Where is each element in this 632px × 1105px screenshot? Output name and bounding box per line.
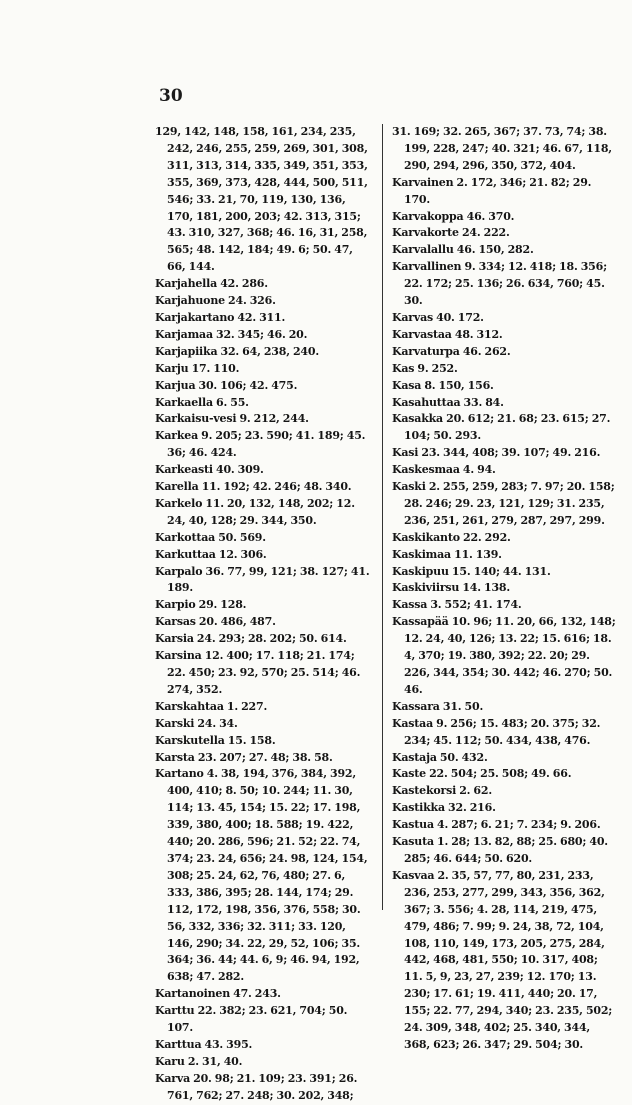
index-entry xyxy=(155,124,371,276)
index-entry xyxy=(392,310,618,327)
index-references: 24. 326. xyxy=(224,294,276,308)
index-headword: Kassara xyxy=(392,699,440,713)
index-references: 9. 212, 244. xyxy=(236,412,309,426)
index-headword: Kaste xyxy=(392,767,426,781)
index-headword: Kaskesmaa xyxy=(392,463,460,477)
index-references: 20. 98; 21. 109; 23. 391; 26. 761, 762; 27. 248; 30. 202, 348; xyxy=(167,1071,358,1102)
index-entry xyxy=(155,462,371,479)
index-references: 22. 292. xyxy=(459,530,511,544)
index-references: 24. 34. xyxy=(194,716,238,730)
index-entry xyxy=(392,750,618,767)
index-entry xyxy=(392,800,618,817)
index-entry xyxy=(155,564,371,598)
index-headword: Karjahuone xyxy=(155,294,225,308)
index-references: 1. 227. xyxy=(223,699,268,713)
index-entry xyxy=(155,276,371,293)
index-headword: Karjua xyxy=(155,378,196,392)
index-references: 8. 150, 156. xyxy=(421,378,494,392)
index-headword: Kaskikanto xyxy=(392,530,460,544)
index-references: 22. 382; 23. 621, 704; 50. 107. xyxy=(167,1004,348,1035)
index-headword: Karttua xyxy=(155,1037,202,1051)
index-entry xyxy=(392,564,618,581)
index-references: 12. 306. xyxy=(215,547,267,561)
index-references: 43. 395. xyxy=(201,1037,253,1051)
index-headword: Karski xyxy=(155,716,195,730)
index-references: 12. 400; 17. 118; 21. 174; 22. 450; 23. 92, 570; 25. 514; 46. 274, 352. xyxy=(167,649,361,696)
index-entry xyxy=(392,209,618,226)
index-headword: Karvakoppa xyxy=(392,209,464,223)
index-entry xyxy=(155,327,371,344)
index-headword: Karjapiika xyxy=(155,344,218,358)
index-references: 23. 207; 27. 48; 38. 58. xyxy=(194,750,333,764)
index-entry xyxy=(155,496,371,530)
index-references: 10. 96; 11. 20, 66, 132, 148; 12. 24, 40, 126; 13. 22; 15. 616; 18. 4, 370; 19. 380, 392; 22. 20; 29. 226, 344, 354; 30. 442; 46. 270; 50. 46. xyxy=(404,615,616,696)
index-references: 129, 142, 148, 158, 161, 234, 235, 242, 246, 255, 259, 269, 301, 308, 311, 313, 314, 335, 349, 351, 353, 355, 369, 373, 428, 444, 500, 511, 546; 33. 21, 70, 119, 130, 136, 170, 181, 200, 203; 42. 313, 315; 43. 310, 327, 368; 46. 16, 31, 258, 565; 48. 142, 184; 49. 6; 50. 47, 66, 144. xyxy=(155,125,368,274)
index-entry xyxy=(155,395,371,412)
index-headword: Karkea xyxy=(155,429,199,443)
index-headword: Karsia xyxy=(155,632,194,646)
index-headword: Karkeasti xyxy=(155,463,213,477)
index-references: 2. 31, 40. xyxy=(184,1054,243,1068)
index-entry xyxy=(155,716,371,733)
index-headword: Karsina xyxy=(155,649,202,663)
index-entry xyxy=(155,361,371,378)
index-entry xyxy=(392,580,618,597)
index-references: 9. 334; 12. 418; 18. 356; 22. 172; 25. 136; 26. 634, 760; 45. 30. xyxy=(404,260,607,308)
index-references: 36. 77, 99, 121; 38. 127; 41. 189. xyxy=(167,564,370,595)
index-entry xyxy=(392,225,618,242)
index-entry xyxy=(392,479,618,530)
index-entry xyxy=(392,530,618,547)
index-entry xyxy=(155,293,371,310)
index-entry xyxy=(392,834,618,868)
index-headword: Karjahella xyxy=(155,277,218,291)
index-entry xyxy=(155,530,371,547)
index-headword: Karskahtaa xyxy=(155,699,224,713)
index-entry xyxy=(155,733,371,750)
index-headword: Karsas xyxy=(155,615,196,629)
index-headword: Karkottaa xyxy=(155,530,216,544)
index-references: 11. 20, 132, 148, 202; 12. 24, 40, 128; 29. 344, 350. xyxy=(167,496,355,527)
index-headword: Karskutella xyxy=(155,733,225,747)
index-entry xyxy=(392,411,618,445)
index-entry xyxy=(155,378,371,395)
index-references: 32. 345; 46. 20. xyxy=(212,327,308,341)
index-headword: Kassapää xyxy=(392,615,449,629)
index-entry xyxy=(392,462,618,479)
index-references: 47. 243. xyxy=(230,987,281,1001)
index-references: 14. 138. xyxy=(459,581,511,595)
index-references: 17. 110. xyxy=(188,361,240,375)
index-references: 9. 252. xyxy=(414,361,458,375)
index-headword: Kastua xyxy=(392,818,434,832)
index-entry xyxy=(155,344,371,361)
index-entry xyxy=(155,986,371,1003)
index-headword: Karvalallu xyxy=(392,243,454,257)
index-references: 4. 38, 194, 376, 384, 392, 400, 410; 8. 50; 10. 244; 11. 30, 114; 13. 45, 154; 15. 22; 17. 198, 339, 380, 400; 18. 588; 19. 422, 440; 20. 286, 596; 21. 52; 22. 74, 374; 23. 24, 656; 24. 98, 124, 154, 308; 25. 24, 62, 76, 480; 27. 6, 333, 386, 395; 28. 144, 174; 29. 112, 172, 198, 356, 376, 558; 30. 56, 332, 336; 32. 311; 33. 120, 146, 290; 34. 22, 29, 52, 106; 35. 364; 36. 44; 44. 6, 9; 46. 94, 192, 638; 47. 282. xyxy=(167,767,368,984)
index-headword: Kaskiviirsu xyxy=(392,581,460,595)
index-headword: Kasi xyxy=(392,446,419,460)
index-headword: Kastekorsi xyxy=(392,784,457,798)
index-entry xyxy=(392,378,618,395)
index-references: 2. 35, 57, 77, 80, 231, 233, 236, 253, 277, 299, 343, 356, 362, 367; 3. 556; 4. 28, 114, 219, 475, 479, 486; 7. 99; 9. 24, 38, 72, 104, 108, 110, 149, 173, 205, 275, 284, 442, 468, 481, 550; 10. 317, 408; 11. 5, 9, 23, 27, 239; 12. 170; 13. 230; 17. 61; 19. 411, 440; 20. 17, 155; 22. 77, 294, 340; 23. 235, 502; 24. 309, 348, 402; 25. 340, 344, 368, 623; 26. 347; 29. 504; 30. xyxy=(404,868,613,1051)
index-headword: Karju xyxy=(155,361,189,375)
index-references: 4. 287; 6. 21; 7. 234; 9. 206. xyxy=(433,818,601,832)
index-references: 11. 139. xyxy=(450,547,502,561)
index-references: 31. 169; 32. 265, 367; 37. 73, 74; 38. 199, 228, 247; 40. 321; 46. 67, 118, 290, 294, 296, 350, 372, 404. xyxy=(392,125,612,172)
index-entry xyxy=(392,783,618,800)
index-entry xyxy=(155,310,371,327)
index-references: 22. 504; 25. 508; 49. 66. xyxy=(425,767,572,781)
index-entry xyxy=(392,699,618,716)
index-entry xyxy=(155,428,371,462)
index-entry xyxy=(155,1054,371,1071)
index-references: 46. 262. xyxy=(459,344,511,358)
index-headword: Karvaturpa xyxy=(392,344,460,358)
index-entry xyxy=(155,750,371,767)
index-headword: Karttu xyxy=(155,1004,195,1018)
index-headword: Karella xyxy=(155,480,199,494)
index-references: 15. 158. xyxy=(224,733,276,747)
index-references: 6. 55. xyxy=(212,395,249,409)
index-headword: Karvas xyxy=(392,310,433,324)
index-headword: Kasahuttaa xyxy=(392,395,461,409)
index-headword: Kaski xyxy=(392,480,426,494)
index-headword: Kartanoinen xyxy=(155,987,230,1001)
index-entry xyxy=(155,766,371,986)
index-references: 40. 309. xyxy=(212,463,264,477)
index-headword: Kasakka xyxy=(392,412,443,426)
index-references: 4. 94. xyxy=(459,463,496,477)
index-references: 15. 140; 44. 131. xyxy=(448,564,551,578)
index-references: 46. 370. xyxy=(463,209,515,223)
index-headword: Kastaja xyxy=(392,750,437,764)
index-headword: Kassa xyxy=(392,598,428,612)
index-references: 48. 312. xyxy=(451,327,503,341)
index-headword: Karvastaa xyxy=(392,327,452,341)
index-headword: Kastaa xyxy=(392,716,434,730)
index-entry xyxy=(392,547,618,564)
index-headword: Kastikka xyxy=(392,801,445,815)
index-entry xyxy=(155,631,371,648)
index-entry xyxy=(392,716,618,750)
index-entry xyxy=(392,766,618,783)
index-entry xyxy=(155,648,371,699)
index-references: 24. 222. xyxy=(458,226,510,240)
index-entry xyxy=(392,259,618,310)
index-entry xyxy=(155,699,371,716)
index-references: 23. 344, 408; 39. 107; 49. 216. xyxy=(418,446,601,460)
index-entry xyxy=(155,1003,371,1037)
index-headword: Kasvaa xyxy=(392,868,435,882)
index-headword: Karpalo xyxy=(155,564,203,578)
index-headword: Kaskimaa xyxy=(392,547,451,561)
index-entry xyxy=(155,1071,371,1105)
index-entry xyxy=(392,614,618,699)
index-column-left xyxy=(155,124,371,1105)
index-headword: Kasuta xyxy=(392,835,434,849)
index-headword: Kasa xyxy=(392,378,422,392)
index-entry xyxy=(392,817,618,834)
index-entry xyxy=(155,1037,371,1054)
index-references: 2. 255, 259, 283; 7. 97; 20. 158; 28. 246; 29. 23, 121, 129; 31. 235, 236, 251, 261, 279, 287, 297, 299. xyxy=(404,480,615,527)
index-entry xyxy=(392,344,618,361)
index-headword: Karjakartano xyxy=(155,310,235,324)
index-references: 9. 205; 23. 590; 41. 189; 45. 36; 46. 424. xyxy=(167,429,366,460)
index-references: 42. 286. xyxy=(217,277,268,291)
index-headword: Karsta xyxy=(155,750,195,764)
index-references: 31. 50. xyxy=(439,699,484,713)
index-entry xyxy=(392,597,618,614)
index-headword: Kartano xyxy=(155,767,204,781)
index-entry xyxy=(392,124,618,175)
index-entry xyxy=(392,361,618,378)
index-headword: Karvainen xyxy=(392,175,454,189)
index-references: 2. 172, 346; 21. 82; 29. 170. xyxy=(404,175,592,206)
index-references: 50. 432. xyxy=(436,750,488,764)
index-headword: Karkelo xyxy=(155,496,203,510)
index-entry xyxy=(155,479,371,496)
index-headword: Karva xyxy=(155,1071,191,1085)
index-references: 9. 256; 15. 483; 20. 375; 32. 234; 45. 112; 50. 434, 438, 476. xyxy=(404,716,601,747)
index-entry xyxy=(155,597,371,614)
index-references: 20. 612; 21. 68; 23. 615; 27. 104; 50. 293. xyxy=(404,412,611,443)
index-headword: Kas xyxy=(392,361,415,375)
index-references: 20. 486, 487. xyxy=(195,615,276,629)
index-headword: Karvallinen xyxy=(392,260,462,274)
index-references: 50. 569. xyxy=(215,530,266,544)
index-references: 2. 62. xyxy=(456,784,492,798)
index-headword: Karu xyxy=(155,1054,185,1068)
index-references: 32. 64, 238, 240. xyxy=(217,344,319,358)
index-references: 3. 552; 41. 174. xyxy=(427,598,522,612)
index-headword: Karvakorte xyxy=(392,226,459,240)
index-references: 46. 150, 282. xyxy=(453,243,534,257)
index-headword: Karpio xyxy=(155,598,196,612)
index-headword: Karkuttaa xyxy=(155,547,216,561)
index-headword: Kaskipuu xyxy=(392,564,449,578)
index-references: 40. 172. xyxy=(433,310,484,324)
index-references: 1. 28; 13. 82, 88; 25. 680; 40. 285; 46. 644; 50. 620. xyxy=(404,835,608,865)
index-references: 11. 192; 42. 246; 48. 340. xyxy=(198,480,352,494)
page-number: 30 xyxy=(159,86,183,106)
index-entry xyxy=(392,242,618,259)
index-references: 30. 106; 42. 475. xyxy=(195,378,298,392)
index-column-right xyxy=(392,124,618,1054)
index-references: 42. 311. xyxy=(234,310,286,324)
index-headword: Karjamaa xyxy=(155,327,213,341)
index-entry xyxy=(392,395,618,412)
column-divider xyxy=(382,124,383,910)
index-headword: Karkaella xyxy=(155,395,213,409)
index-entry xyxy=(392,327,618,344)
index-references: 24. 293; 28. 202; 50. 614. xyxy=(193,632,347,646)
index-entry xyxy=(392,445,618,462)
index-entry xyxy=(392,868,618,1054)
index-references: 29. 128. xyxy=(195,598,247,612)
index-references: 33. 84. xyxy=(460,395,504,409)
index-entry xyxy=(392,175,618,209)
index-entry xyxy=(155,411,371,428)
index-entry xyxy=(155,614,371,631)
index-references: 32. 216. xyxy=(444,801,496,815)
index-entry xyxy=(155,547,371,564)
index-headword: Karkaisu-vesi xyxy=(155,412,237,426)
